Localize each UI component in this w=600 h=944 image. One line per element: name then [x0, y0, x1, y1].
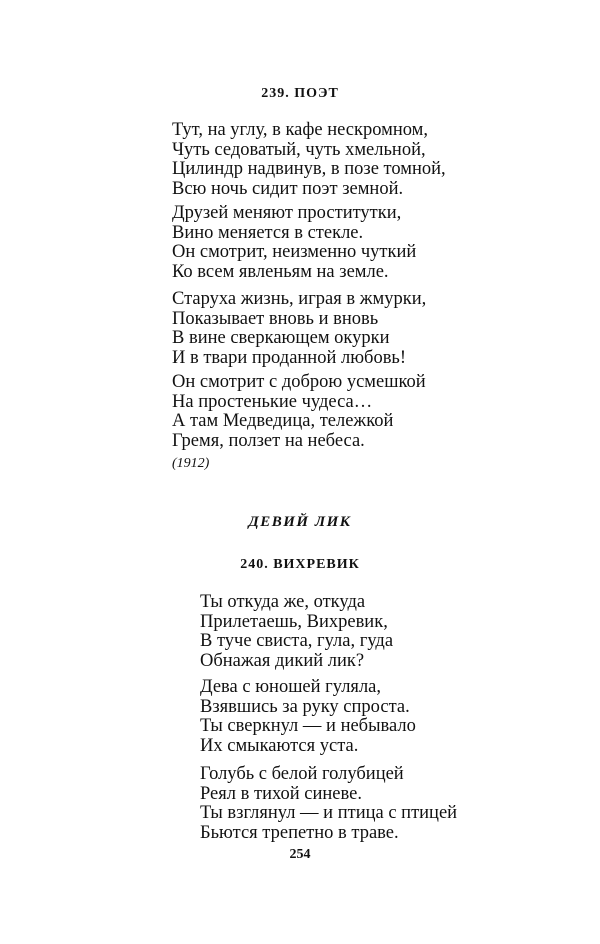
poem-date: (1912) [172, 456, 210, 471]
verse-line: Их смыкаются уста. [200, 735, 359, 756]
verse-line: Вино меняется в стекле. [172, 222, 364, 243]
verse-line: Ты сверкнул — и небывало [200, 716, 416, 736]
verse-line: Взявшись за руку спроста. [200, 696, 410, 717]
verse-line: На простенькие чудеса… [172, 391, 373, 412]
stanza [200, 678, 416, 756]
verse-line: Реял в тихой синеве. [200, 783, 362, 804]
verse-line: Старуха жизнь, играя в жмурки, [172, 289, 427, 309]
verse-line: Он смотрит, неизменно чуткий [172, 242, 417, 262]
verse-line: Цилиндр надвинув, в позе томной, [172, 159, 446, 179]
poem-title: 239. ПОЭТ [261, 86, 339, 101]
verse-line: Ты взглянул — и птица с птицей [200, 803, 458, 823]
verse-line: Показывает вновь и вновь [172, 308, 379, 329]
stanza [200, 765, 457, 843]
verse-line: Обнажая дикий лик? [200, 650, 365, 671]
stanza [172, 121, 446, 199]
verse-line: И в твари проданной любовь! [172, 347, 407, 368]
verse-line: В вине сверкающем окурки [172, 328, 390, 348]
verse-line: Ко всем явленьям на земле. [172, 261, 389, 282]
verse-line: Голубь с белой голубицей [200, 764, 404, 784]
verse-line: Он смотрит с доброю усмешкой [172, 372, 426, 392]
verse-line: Всю ночь сидит поэт земной. [172, 178, 404, 199]
verse-line: Гремя, ползет на небеса. [172, 430, 365, 451]
section-title: ДЕВИЙ ЛИК [248, 514, 352, 530]
stanza [172, 373, 426, 451]
verse-line: Тут, на углу, в кафе нескромном, [172, 120, 428, 140]
stanza [172, 290, 426, 368]
stanza [200, 593, 393, 671]
verse-line: А там Медведица, тележкой [172, 411, 394, 431]
verse-line: Друзей меняют проститутки, [172, 203, 402, 223]
verse-line: В туче свиста, гула, гуда [200, 631, 394, 651]
verse-line: Бьются трепетно в траве. [200, 822, 399, 843]
verse-line: Ты откуда же, откуда [200, 592, 366, 612]
poem-title: 240. ВИХРЕВИК [240, 557, 360, 572]
page-number: 254 [289, 847, 311, 862]
verse-line: Чуть седоватый, чуть хмельной, [172, 139, 426, 160]
verse-line: Дева с юношей гуляла, [200, 677, 382, 697]
verse-line: Прилетаешь, Вихревик, [200, 611, 388, 632]
stanza [172, 204, 416, 282]
